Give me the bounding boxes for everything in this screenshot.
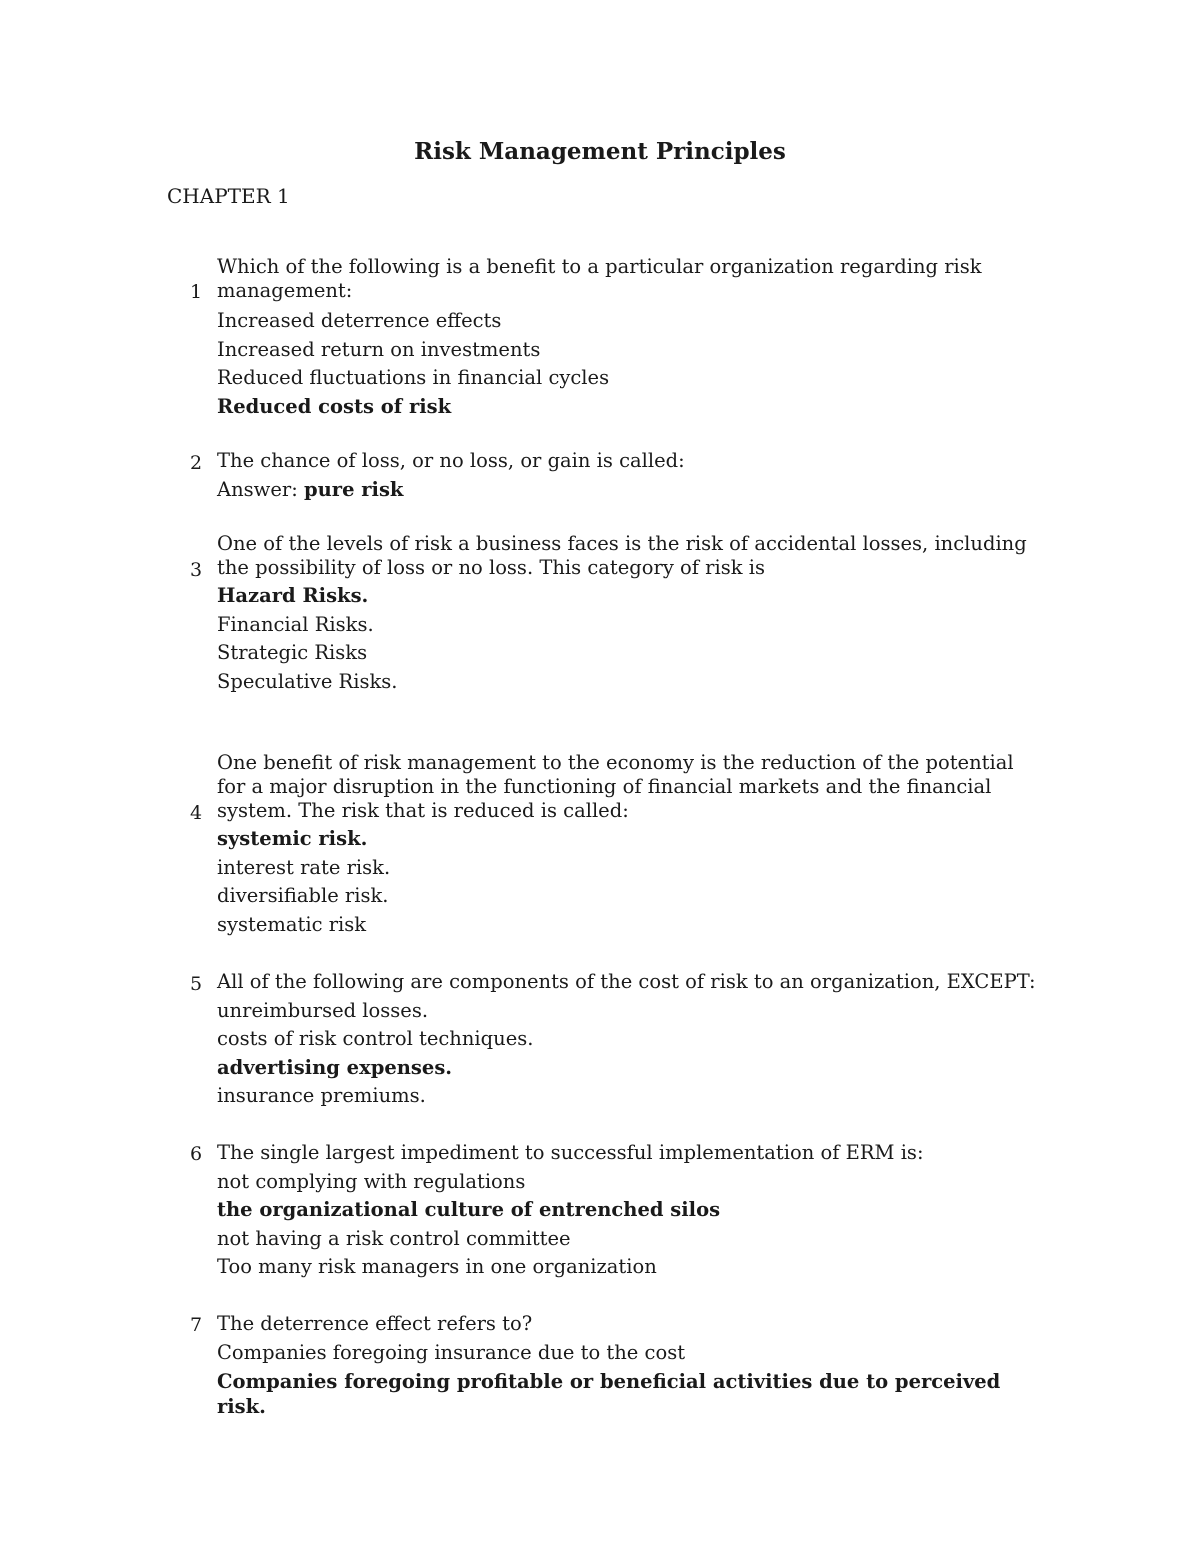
question-text: All of the following are components of the cost of risk to an organization, EXCEPT:	[217, 970, 1036, 993]
question-text: Which of the following is a benefit to a particular organization regarding risk management:	[217, 255, 982, 302]
answer-option: diversifiable risk.	[217, 884, 389, 908]
question-number: 7	[190, 1314, 203, 1336]
question-number: 2	[190, 452, 203, 474]
answer-option: unreimbursed losses.	[217, 998, 429, 1022]
correct-answer-option: systemic risk.	[217, 827, 368, 850]
answer-label: Answer:	[217, 477, 298, 501]
answer-option: interest rate risk.	[217, 855, 391, 879]
answer-option: insurance premiums.	[217, 1084, 426, 1108]
document-title: Risk Management Principles	[414, 138, 786, 165]
question-number: 6	[190, 1143, 203, 1165]
correct-answer: pure risk	[303, 477, 404, 501]
correct-answer-option: Companies foregoing profitable or beneficial activities due to perceived risk.	[217, 1370, 1001, 1419]
question-number: 4	[190, 802, 203, 824]
correct-answer-option: Hazard Risks.	[217, 584, 369, 607]
answer-option: Increased deterrence effects	[217, 309, 502, 332]
correct-answer-option: the organizational culture of entrenched silos	[217, 1198, 721, 1222]
answer-option: Increased return on investments	[217, 337, 541, 361]
question-text: The single largest impediment to successful implementation of ERM is:	[217, 1141, 924, 1164]
question-text: The deterrence effect refers to?	[217, 1312, 533, 1335]
chapter-heading: CHAPTER 1	[167, 184, 290, 208]
question-number: 5	[190, 973, 203, 995]
question-number: 3	[190, 559, 203, 581]
question-number: 1	[190, 281, 203, 303]
answer-option: systematic risk	[217, 912, 367, 936]
answer-option: Too many risk managers in one organization	[217, 1255, 657, 1279]
answer-option: Financial Risks.	[217, 612, 374, 636]
answer-option: costs of risk control techniques.	[217, 1027, 534, 1051]
correct-answer-option: advertising expenses.	[217, 1055, 453, 1079]
question-text: The chance of loss, or no loss, or gain is called:	[217, 449, 685, 472]
question-text: One of the levels of risk a business faces is the risk of accidental losses, including the possibility of loss or no loss. This category of risk is	[217, 532, 1027, 579]
answer-option: Speculative Risks.	[217, 669, 398, 693]
answer-option: not complying with regulations	[217, 1169, 526, 1193]
answer-option: Reduced fluctuations in financial cycles	[217, 366, 610, 390]
answer-option: Companies foregoing insurance due to the cost	[217, 1340, 686, 1364]
answer-line	[217, 476, 1027, 505]
question-text: One benefit of risk management to the economy is the reduction of the potential for a major disruption in the functioning of financial markets and the financial system. The risk that is reduced is called:	[217, 751, 1014, 822]
answer-option: not having a risk control committee	[217, 1226, 571, 1250]
correct-answer-option: Reduced costs of risk	[217, 394, 452, 418]
answer-option: Strategic Risks	[217, 641, 368, 665]
